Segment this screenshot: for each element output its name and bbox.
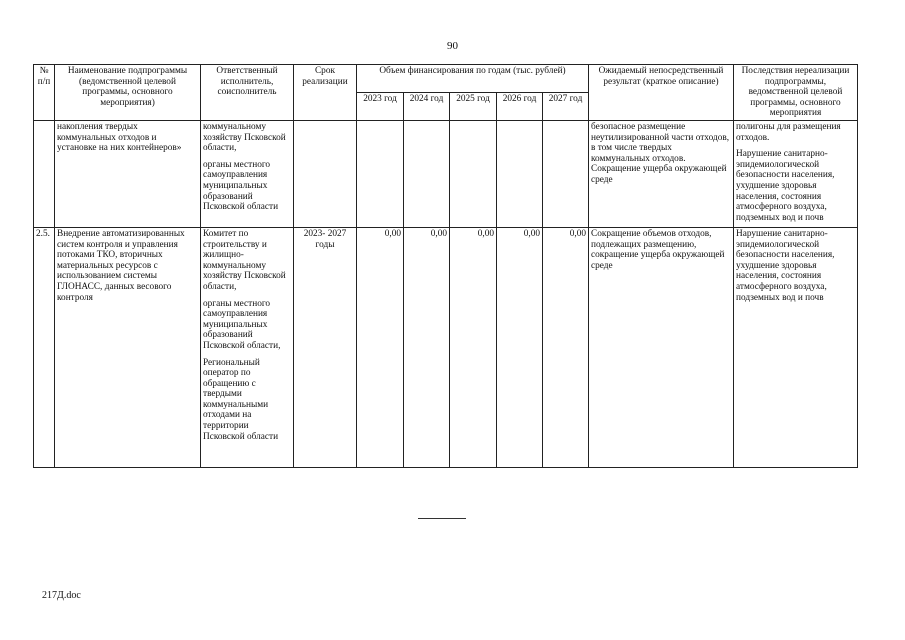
row-value: 0,00 (497, 227, 543, 467)
row-responsible (201, 120, 294, 227)
responsible-entry: Региональный оператор по обращению с твердыми коммунальными отходами на территории Псковской области (203, 357, 279, 442)
header-year: 2027 год (543, 92, 589, 120)
header-year: 2024 год (404, 92, 450, 120)
row-value: 0,00 (543, 227, 589, 467)
consequence-entry: Нарушение санитарно-эпидемиологической безопасности населения, ухудшение здоровья населения, состояния атмосферного воздуха, подземных вод и почв (736, 149, 835, 223)
header-responsible: Ответственный исполнитель, соисполнитель (201, 65, 294, 121)
header-name: Наименование подпрограммы (ведомственной целевой программы, основного мероприятия) (55, 65, 201, 121)
row-value (450, 120, 497, 227)
row-term: 2023- 2027 годы (294, 227, 357, 467)
row-result: безопасное размещение неутилизированной части отходов, в том числе твердых коммунальных отходов. Сокращение ущерба окружающей среде (589, 120, 734, 227)
row-consequences (734, 120, 858, 227)
header-year: 2026 год (497, 92, 543, 120)
page-number: 90 (447, 40, 458, 52)
row-value (497, 120, 543, 227)
header-num: № п/п (34, 65, 55, 121)
row-consequences (734, 227, 858, 467)
header-year: 2025 год (450, 92, 497, 120)
row-name: накопления твердых коммунальных отходов и установке на них контейнеров» (55, 120, 201, 227)
consequence-entry: полигоны для размещения отходов. (736, 121, 841, 143)
header-result: Ожидаемый непосредственный результат (краткое описание) (589, 65, 734, 121)
responsible-entry: органы местного самоуправления муниципальных образований Псковской области, (203, 298, 281, 351)
row-responsible (201, 227, 294, 467)
row-term (294, 120, 357, 227)
row-value (404, 120, 450, 227)
row-num (34, 120, 55, 227)
file-name: 217Д.doc (42, 590, 81, 601)
responsible-entry: органы местного самоуправления муниципальных образований Псковской области (203, 159, 279, 213)
row-value (357, 120, 404, 227)
row-result: Сокращение объемов отходов, подлежащих размещению, сокращение ущерба окружающей среде (589, 227, 734, 467)
table-header-row (34, 65, 858, 93)
header-term: Срок реализации (294, 65, 357, 121)
responsible-entry: коммунальному хозяйству Псковской области, (203, 121, 286, 154)
row-value: 0,00 (404, 227, 450, 467)
program-table (33, 64, 858, 468)
row-name: Внедрение автоматизированных систем контроля и управления потоками ТКО, вторичных материальных ресурсов с использованием системы ГЛОНАСС, данных весового контроля (55, 227, 201, 467)
row-num: 2.5. (34, 227, 55, 467)
separator-line (418, 518, 466, 519)
responsible-entry: Комитет по строительству и жилищно-коммунальному хозяйству Псковской области, (203, 228, 286, 292)
row-value (543, 120, 589, 227)
row-value: 0,00 (450, 227, 497, 467)
consequence-entry: Нарушение санитарно-эпидемиологической безопасности населения, ухудшение здоровья населения, состояния атмосферного воздуха, подземных вод и почв (736, 228, 835, 303)
header-financing: Объем финансирования по годам (тыс. рублей) (357, 65, 589, 93)
header-consequences: Последствия нереализации подпрограммы, ведомственной целевой программы, основного мероприятия (734, 65, 858, 121)
table-row (34, 227, 858, 467)
table-row (34, 120, 858, 227)
row-value: 0,00 (357, 227, 404, 467)
header-year: 2023 год (357, 92, 404, 120)
